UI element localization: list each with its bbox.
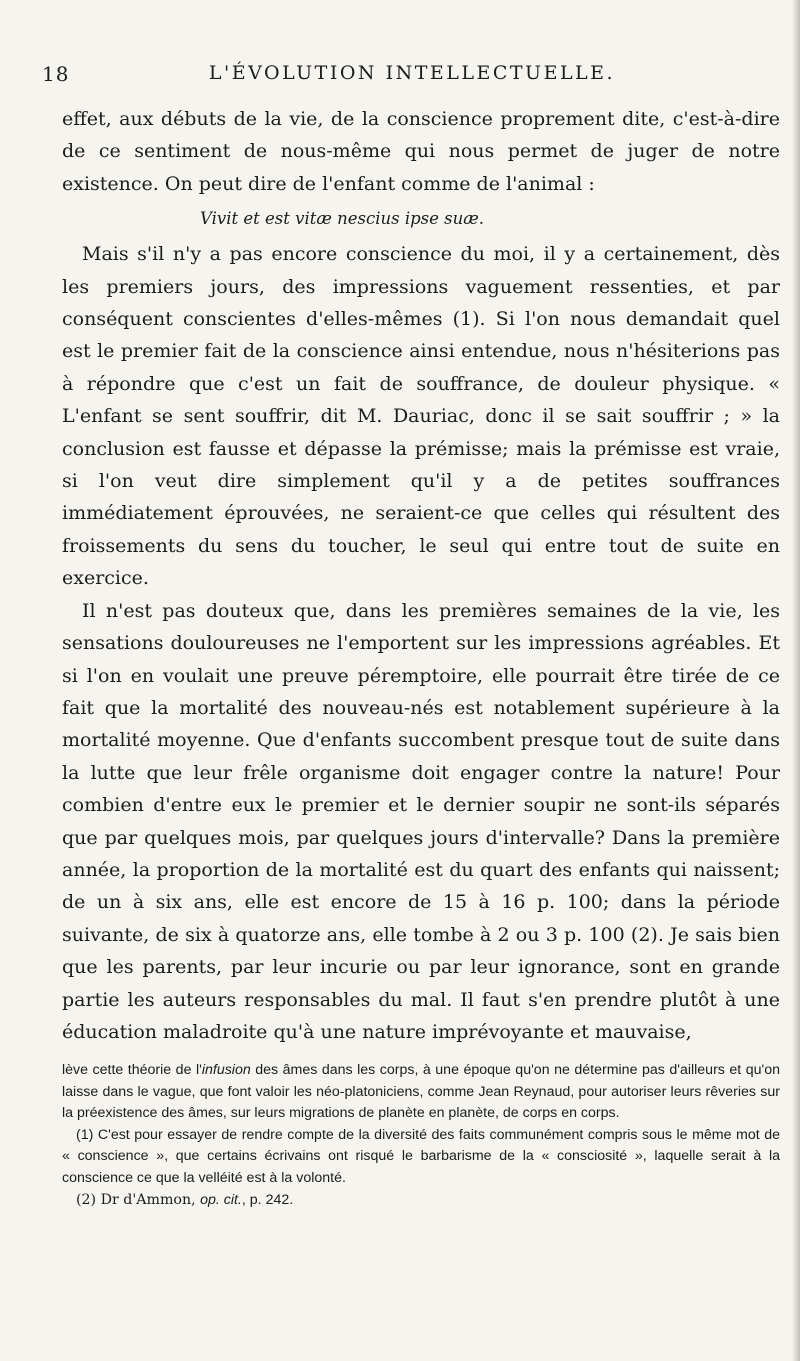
page-header [42,62,782,88]
latin-epigraph: Vivit et est vitæ nescius ipse suæ. [200,209,484,229]
paragraph: Mais s'il n'y a pas encore conscience du moi, il y a certainement, dès les premiers jours, des impressions vaguement ressenties, et par conséquent conscientes d'elles-mêmes (1). Si l'on nous demandait quel est le premier fait de la conscience ainsi entendue, nous n'hésiterions pas à répondre que c'est un fait de souffrance, de douleur physique. « L'enfant se sent souffrir, dit M. Dauriac, donc il se sait souffrir ; » la conclusion est fausse et dépasse la prémisse; mais la prémisse est vraie, si l'on veut dire simplement qu'il y a de petites souffrances immédiatement éprouvées, ne seraient-ce que celles qui résultent des froissements du sens du toucher, le seul qui entre tout de suite en exercice. [62,243,780,590]
footnote-continuation: lève cette théorie de l'infusion des âmes dans les corps, à une époque qu'on ne détermine pas d'ailleurs et qu'on laisse dans le vague, que font valoir les néo-platoniciens, comme Jean Reynaud, pour autoriser leurs rêveries sur la préexistence des âmes, sur leurs migrations de planète en planète, de corps en corps. [62,1062,781,1122]
running-head: L'ÉVOLUTION INTELLECTUELLE. [208,62,616,84]
page-edge-shadow [792,0,800,1361]
footnotes [62,1060,780,1211]
paragraph: Il n'est pas douteux que, dans les premières semaines de la vie, les sensations douloureuses ne l'emportent sur les impressions agréables. Et si l'on en voulait une preuve péremptoire, elle pourrait être tirée de ce fait que la mortalité des nouveau-nés est notablement supérieure à la mortalité moyenne. Que d'enfants succombent presque tout de suite dans la lutte que leur frêle organisme doit engager contre la nature! Pour combien d'entre eux le premier et le dernier soupir ne sont-ils séparés que par quelques mois, par quelques jours d'intervalle? Dans la première année, la proportion de la mortalité est du quart des enfants qui naissent; de un à six ans, elle est encore de 15 à 16 p. 100; dans la période suivante, de six à quatorze ans, elle tombe à 2 ou 3 p. 100 (2). Je sais bien que les parents, par leur incurie ou par leur ignorance, sont en grande partie les auteurs responsables du mal. Il faut s'en prendre plutôt à une éducation maladroite qu'à une nature imprévoyante et mauvaise, [62,599,780,1043]
main-text [62,103,780,1048]
footnote-2: (2) Dr d'Ammon, op. cit., p. 242. [76,1191,294,1208]
footnote-1: (1) C'est pour essayer de rendre compte de la diversité des faits communément compris sous le même mot de « conscience », que certains écrivains ont risqué le barbarisme de la « consciosité », laquelle serait à la conscience ce que la velléité est à la volonté. [62,1126,780,1186]
paragraph-continued: effet, aux débuts de la vie, de la conscience proprement dite, c'est-à-dire de ce sentiment de nous-même qui nous permet de juger de notre existence. On peut dire de l'enfant comme de l'animal : [62,108,780,195]
page-number: 18 [42,62,70,86]
